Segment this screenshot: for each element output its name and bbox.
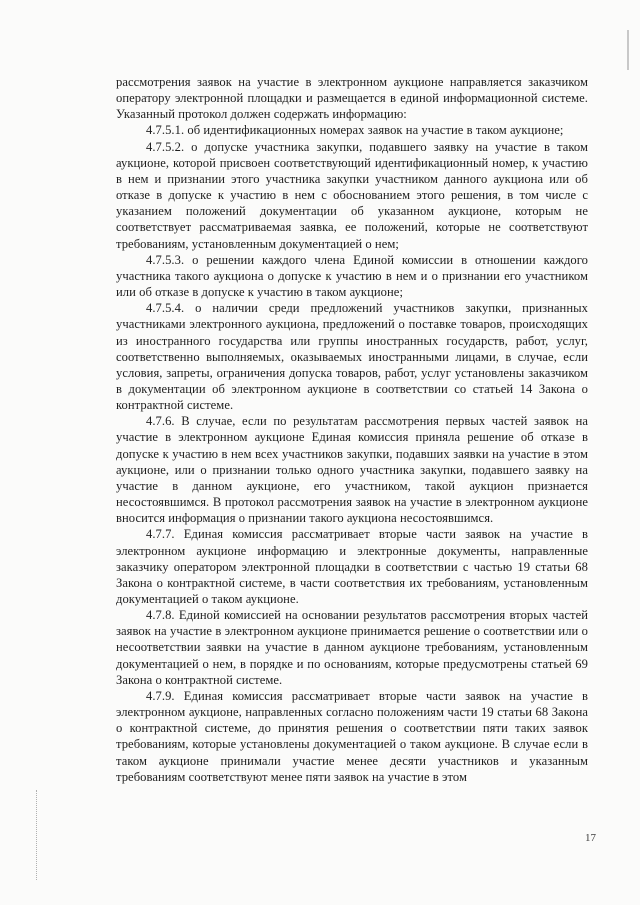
paragraph-4-7-5-2: 4.7.5.2. о допуске участника закупки, подавшего заявку на участие в таком аукционе, которой присвоен соответствующий идентификационный номер, к участию в нем и признании этого участника закупки участником данного аукциона или об отказе в допуске к участию в нем с обоснованием этого решения, в том числе с указанием положений документации об указанном аукционе, которым не соответствует рассматриваемая заявка, ее положений, которые не соответствуют требованиям, установленным документацией о нем; [116, 139, 588, 251]
paragraph-4-7-5-1: 4.7.5.1. об идентификационных номерах заявок на участие в таком аукционе; [146, 123, 564, 138]
paragraph-4-7-5-4: 4.7.5.4. о наличии среди предложений участников закупки, признанных участниками электронного аукциона, предложений о поставке товаров, происходящих из иностранного государства или группы иностранных государств, работ, услуг, соответственно выполняемых, оказываемых иностранными лицами, в случае, если условия, запреты, ограничения допуска товаров, работ, услуг установлены заказчиком в документации об электронном аукционе в соответствии со статьей 14 Закона о контрактной системе. [116, 301, 588, 413]
paragraph-4-7-7: 4.7.7. Единая комиссия рассматривает вторые части заявок на участие в электронном аукционе информацию и электронные документы, направленные заказчику оператором электронной площадки в соответствии с частью 19 статьи 68 Закона о контрактной системе, в части соответствия их требованиям, установленным документацией о таком аукционе. [116, 527, 588, 606]
paragraph-4-7-5-3: 4.7.5.3. о решении каждого члена Единой комиссии в отношении каждого участника такого аукциона о допуске к участию в нем и о признании его участником или об отказе в допуске к участию в таком аукционе; [116, 252, 588, 300]
document-body [116, 74, 588, 785]
paragraph-4-7-8: 4.7.8. Единой комиссией на основании результатов рассмотрения вторых частей заявок на участие в электронном аукционе принимается решение о соответствии или о несоответствии заявки на участие в данном аукционе требованиям, установленным документацией о нем, в порядке и по основаниям, которые предусмотрены статьей 69 Закона о контрактной системе. [116, 608, 588, 687]
paragraph-4-7-6: 4.7.6. В случае, если по результатам рассмотрения первых частей заявок на участие в электронном аукционе Единая комиссия приняла решение об отказе в допуске к участию в нем всех участников закупки, подавших заявки на участие в этом аукционе, или о признании только одного участника закупки, подавшего заявку на участие в данном аукционе, его участником, такой аукцион признается несостоявшимся. В протокол рассмотрения заявок на участие в электронном аукционе вносится информация о признании такого аукциона несостоявшимся. [116, 414, 588, 526]
scan-edge-mark [627, 30, 629, 70]
page-number: 17 [585, 832, 596, 844]
paragraph-4-7-9: 4.7.9. Единая комиссия рассматривает вторые части заявок на участие в электронном аукционе, направленных согласно положениям части 19 статьи 68 Закона о контрактной системе, до принятия решения о соответствии пяти таких заявок требованиям, которые установлены документацией о таком аукционе. В случае если в таком аукционе принимали участие менее десяти участников и указанным требованиям соответствуют менее пяти заявок на участие в этом [116, 688, 588, 784]
paragraph-intro: рассмотрения заявок на участие в электронном аукционе направляется заказчиком оператору электронной площадки и размещается в единой информационной системе. Указанный протокол должен содержать информацию: [116, 75, 588, 122]
scan-margin-mark [36, 790, 38, 880]
